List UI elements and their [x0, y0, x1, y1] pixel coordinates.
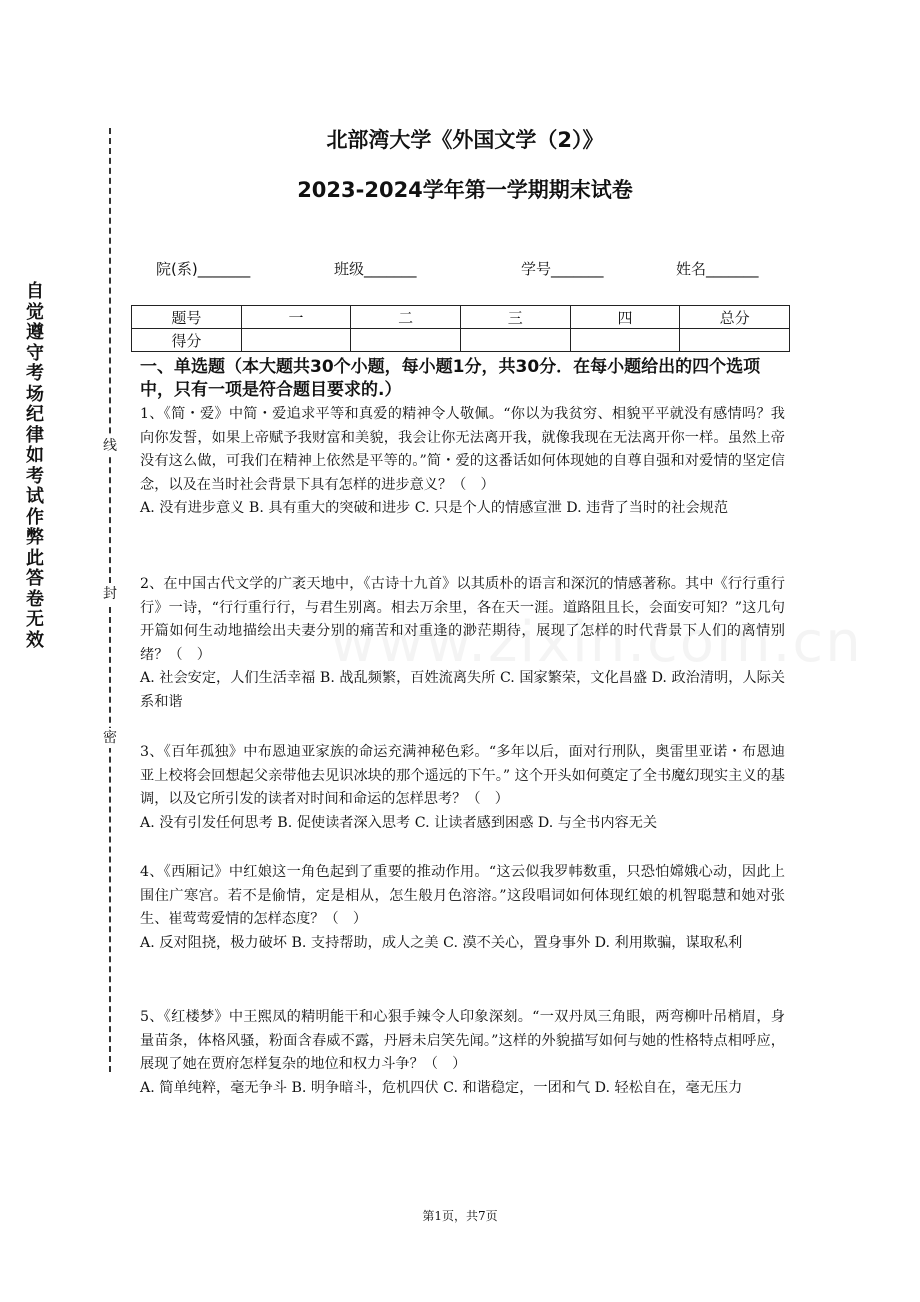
binding-mark-line: 线 [100, 436, 120, 456]
score-table [131, 305, 790, 352]
question-stem: 5、《红楼梦》中王熙凤的精明能干和心狠手辣令人印象深刻。“一双丹凤三角眼，两弯柳叶吊梢眉，身量苗条，体格风骚，粉面含春威不露，丹唇未启笑先闻。”这样的外貌描写如何与她的性格特点相呼应，展现了她在贾府怎样复杂的地位和权力斗争？（ ） [140, 1009, 785, 1073]
score-cell[interactable] [351, 329, 461, 352]
score-row-label: 得分 [132, 329, 242, 352]
student-id-field[interactable]: 学号_______ [521, 260, 604, 278]
binding-mark-seal: 封 [100, 584, 120, 604]
score-cell[interactable] [241, 329, 351, 352]
score-header-cell: 总分 [680, 306, 790, 329]
score-header-cell: 三 [460, 306, 570, 329]
question-4 [140, 861, 785, 955]
question-options: A. 简单纯粹，毫无争斗 B. 明争暗斗，危机四伏 C. 和谐稳定，一团和气 D. 轻松自在，毫无压力 [140, 1079, 743, 1096]
question-stem: 3、《百年孤独》中布恩迪亚家族的命运充满神秘色彩。“多年以后，面对行刑队，奥雷里亚诺・布恩迪亚上校将会回想起父亲带他去见识冰块的那个遥远的下午。” 这个开头如何奠定了全书魔幻现实主义的基调，以及它所引发的读者对时间和命运的怎样思考？（ ） [140, 744, 785, 808]
score-header-cell: 一 [241, 306, 351, 329]
question-options: A. 没有进步意义 B. 具有重大的突破和进步 C. 只是个人的情感宣泄 D. 违背了当时的社会规范 [140, 500, 729, 517]
binding-mark-secret: 密 [100, 728, 120, 748]
score-header-cell: 二 [351, 306, 461, 329]
exam-title: 北部湾大学《外国文学（2）》 [326, 128, 604, 152]
question-options: A. 反对阻挠，极力破坏 B. 支持帮助，成人之美 C. 漠不关心，置身事外 D. 利用欺骗，谋取私利 [140, 934, 743, 951]
exam-subtitle: 2023-2024学年第一学期期末试卷 [297, 178, 633, 202]
exam-discipline-note: 自觉遵守考场纪律如考试作弊此答卷无效 [26, 281, 44, 651]
section-heading: 一、单选题（本大题共30个小题，每小题1分，共30分．在每小题给出的四个选项中，只有一项是符合题目要求的.） [140, 357, 761, 400]
question-1 [140, 403, 785, 521]
question-stem: 4、《西厢记》中红娘这一角色起到了重要的推动作用。“这云似我罗帏数重，只恐怕嫦娥心动，因此上围住广寒宫。若不是偷情，定是相从，怎生般月色溶溶。”这段唱词如何体现红娘的机智聪慧和她对张生、崔莺莺爱情的怎样态度？（ ） [140, 864, 785, 928]
score-table-header-row [132, 306, 790, 329]
question-5 [140, 1006, 785, 1100]
score-cell[interactable] [680, 329, 790, 352]
score-cell[interactable] [570, 329, 680, 352]
page-number: 第1页，共7页 [422, 1209, 498, 1223]
question-stem: 1、《简・爱》中简・爱追求平等和真爱的精神令人敬佩。“你以为我贫穷、相貌平平就没有感情吗？我向你发誓，如果上帝赋予我财富和美貌，我会让你无法离开我，就像我现在无法离开你一样。虽然上帝没有这么做，可我们在精神上依然是平等的。”简・爱的这番话如何体现她的自尊自强和对爱情的坚定信念，以及在当时社会背景下具有怎样的进步意义？（ ） [140, 406, 785, 493]
dept-field[interactable]: 院(系)_______ [156, 260, 251, 278]
class-field[interactable]: 班级_______ [334, 260, 417, 278]
question-options: A. 社会安定，人们生活幸福 B. 战乱频繁，百姓流离失所 C. 国家繁荣，文化昌盛 D. 政治清明，人际关系和谐 [140, 670, 785, 710]
question-options: A. 没有引发任何思考 B. 促使读者深入思考 C. 让读者感到困惑 D. 与全书内容无关 [140, 814, 658, 831]
score-table-score-row [132, 329, 790, 352]
score-cell[interactable] [460, 329, 570, 352]
question-stem: 2、在中国古代文学的广袤天地中，《古诗十九首》以其质朴的语言和深沉的情感著称。其中《行行重行行》一诗，“行行重行行，与君生别离。相去万余里，各在天一涯。道路阻且长，会面安可知？”这几句开篇如何生动地描绘出夫妻分别的痛苦和对重逢的渺茫期待，展现了怎样的时代背景下人们的离情别绪？（ ） [140, 576, 785, 663]
question-2 [140, 573, 785, 715]
score-header-cell: 四 [570, 306, 680, 329]
question-3 [140, 741, 785, 835]
name-field[interactable]: 姓名_______ [676, 260, 759, 278]
score-header-cell: 题号 [132, 306, 242, 329]
